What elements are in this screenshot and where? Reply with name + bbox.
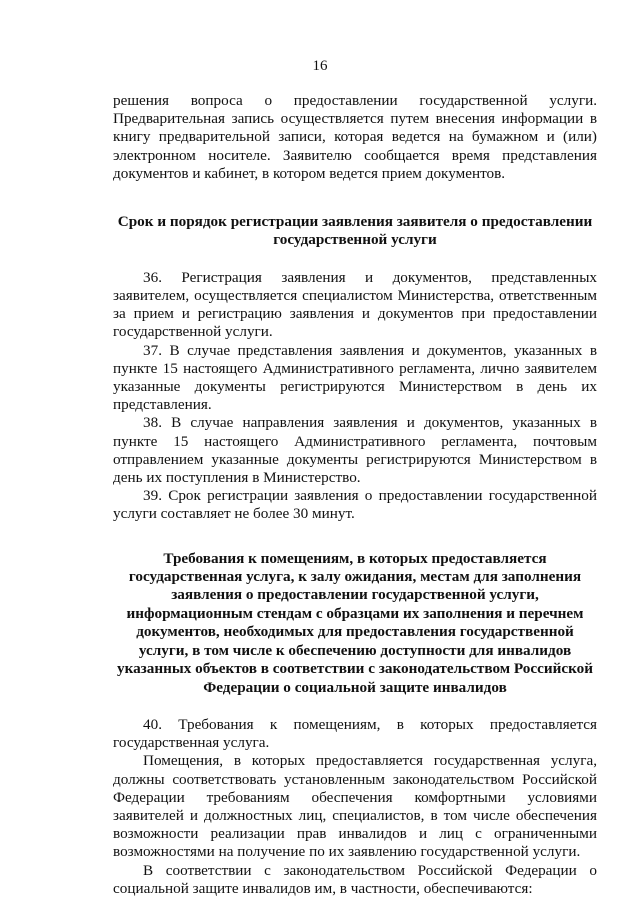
paragraph-accordance: В соответствии с законодательством Российской Федерации о социальной защите инвалидов им, в частности, обеспечиваются:: [113, 861, 597, 897]
paragraph-38: 38. В случае направления заявления и документов, указанных в пункте 15 настоящего Административного регламента, почтовым отправлением указанные документы регистрируются Министерством в день их поступления в Министерство.: [113, 414, 597, 487]
document-body: [113, 92, 597, 898]
page-number: 16: [312, 58, 328, 74]
paragraph-37: 37. В случае представления заявления и документов, указанных в пункте 15 настоящего Административного регламента, лично заявителем указанные документы регистрируются Министерством в день их представления.: [113, 341, 597, 414]
paragraph-39: 39. Срок регистрации заявления о предоставлении государственной услуги составляет не более 30 минут.: [113, 487, 597, 523]
paragraph-36: 36. Регистрация заявления и документов, представленных заявителем, осуществляется специалистом Министерства, ответственным за прием и регистрацию заявления и документов при предоставлении государственной услуги.: [113, 268, 597, 341]
paragraph-continuation: решения вопроса о предоставлении государственной услуги. Предварительная запись осуществляется путем внесения информации в книгу предварительной записи, которая ведется на бумажном и (или) электронном носителе. Заявителю сообщается время представления документов и кабинет, в котором ведется прием документов.: [113, 92, 597, 182]
heading-requirements: Требования к помещениям, в которых предоставляется государственная услуга, к залу ожидания, местам для заполнения заявления о предоставлении государственной услуги, информационным стендам с образцами их заполнения и перечнем документов, необходимых для предоставления государственной услуги, в том числе к обеспечению доступности для инвалидов указанных объектов в соответствии с законодательством Российской Федерации о социальной защите инвалидов: [116, 549, 594, 696]
paragraph-premises: Помещения, в которых предоставляется государственная услуга, должны соответствовать установленным законодательством Российской Федерации требованиям обеспечения комфортными условиями заявителей и должностных лиц, специалистов, в том числе обеспечения возможности реализации прав инвалидов и лиц с ограниченными возможностями на получение по их заявлению государственной услуги.: [113, 752, 597, 861]
paragraph-40: 40. Требования к помещениям, в которых предоставляется государственная услуга.: [113, 715, 597, 752]
heading-registration: Срок и порядок регистрации заявления заявителя о предоставлении государственной услуги: [117, 213, 593, 249]
